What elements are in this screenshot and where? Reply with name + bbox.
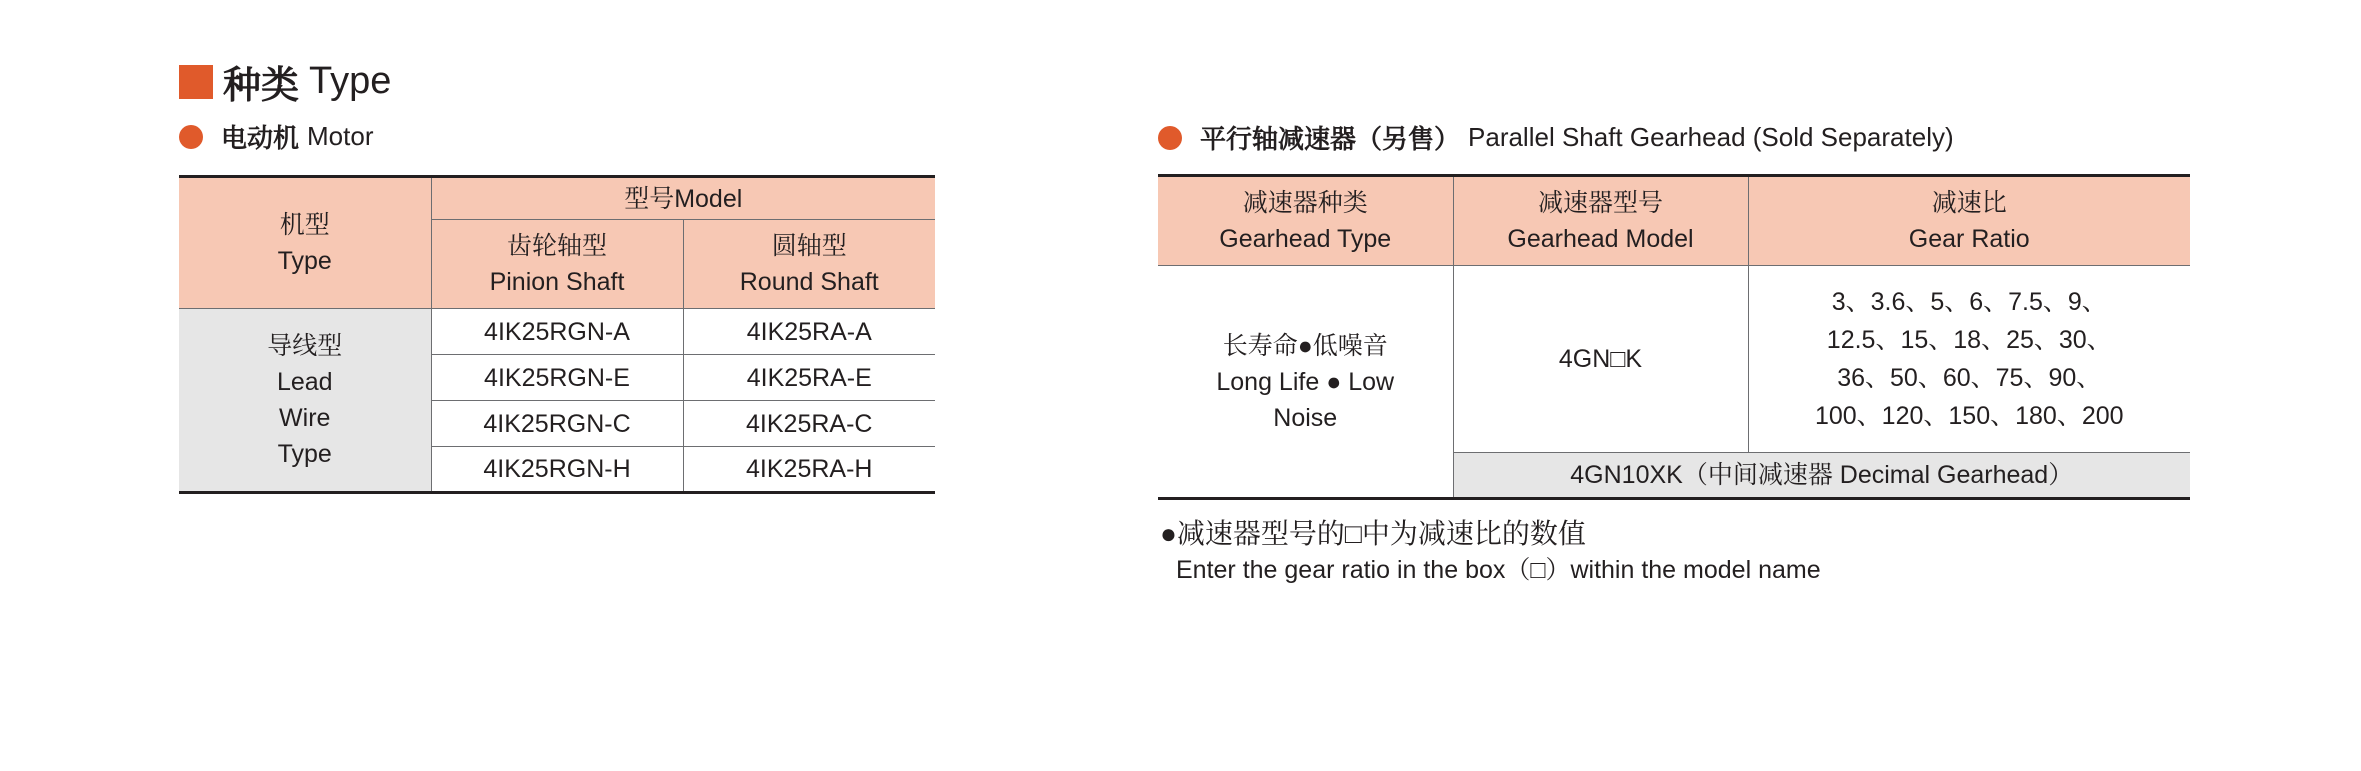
- col-type-header: 机型 Type: [179, 177, 431, 309]
- pinion-model: 4IK25RGN-A: [431, 309, 683, 355]
- gearhead-model-header: 减速器型号 Gearhead Model: [1453, 176, 1748, 266]
- pinion-model: 4IK25RGN-H: [431, 447, 683, 493]
- gearhead-heading-en: Parallel Shaft Gearhead (Sold Separately): [1468, 122, 1954, 152]
- round-model: 4IK25RA-C: [683, 401, 935, 447]
- square-bullet-icon: [179, 65, 213, 99]
- col-model-header: 型号Model: [431, 177, 935, 220]
- gear-ratio-note: [1160, 516, 1821, 588]
- table-row: [179, 309, 935, 355]
- decimal-gearhead-cell: 4GN10XK（中间减速器 Decimal Gearhead）: [1453, 453, 2190, 499]
- note-cn: ●减速器型号的□中为减速比的数值: [1160, 518, 1586, 549]
- gearhead-type-header: 减速器种类 Gearhead Type: [1158, 176, 1453, 266]
- type-cell: 导线型 Lead Wire Type: [179, 309, 431, 493]
- motor-heading-en: Motor: [307, 121, 374, 151]
- pinion-model: 4IK25RGN-C: [431, 401, 683, 447]
- pinion-model: 4IK25RGN-E: [431, 355, 683, 401]
- round-model: 4IK25RA-A: [683, 309, 935, 355]
- circle-bullet-icon: [179, 125, 203, 149]
- gearhead-model-cell: 4GN□K: [1453, 266, 1748, 453]
- table-row: [1158, 266, 2190, 453]
- circle-bullet-icon: [1158, 126, 1182, 150]
- motor-table: [179, 175, 935, 494]
- gearhead-heading: [1158, 119, 1954, 156]
- gearhead-type-cell: 长寿命●低噪音 Long Life ● Low Noise: [1158, 266, 1453, 499]
- round-model: 4IK25RA-E: [683, 355, 935, 401]
- gear-ratio-header: 减速比 Gear Ratio: [1748, 176, 2190, 266]
- col-round-header: 圆轴型 Round Shaft: [683, 220, 935, 309]
- section-title: [179, 54, 391, 109]
- motor-heading-cn: 电动机: [221, 123, 300, 153]
- col-pinion-header: 齿轮轴型 Pinion Shaft: [431, 220, 683, 309]
- round-model: 4IK25RA-H: [683, 447, 935, 493]
- gearhead-heading-cn: 平行轴减速器（另售）: [1200, 124, 1461, 154]
- gear-ratio-cell: 3、3.6、5、6、7.5、9、 12.5、15、18、25、30、 36、50、60、75、90、 100、120、150、180、200: [1748, 266, 2190, 453]
- note-en: Enter the gear ratio in the box（□）within the model name: [1176, 556, 1821, 584]
- gearhead-table: [1158, 174, 2190, 500]
- section-title-en: Type: [309, 60, 392, 102]
- section-title-cn: 种类: [223, 65, 300, 107]
- motor-heading: [179, 118, 373, 155]
